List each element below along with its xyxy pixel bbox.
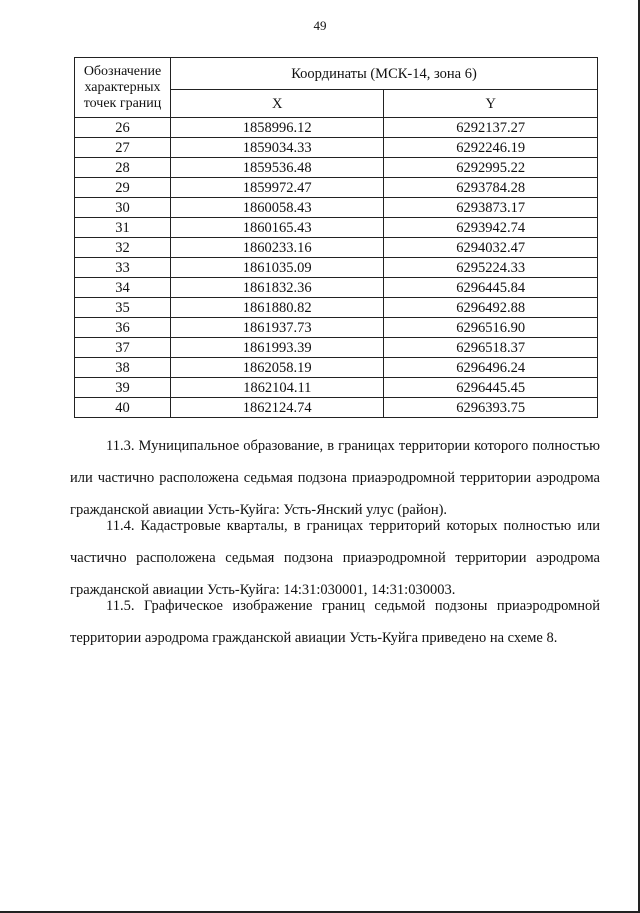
paragraph-11-4: 11.4. Кадастровые кварталы, в границах территорий которых полностью или частично расположена седьмая подзона приаэродромной территории аэродрома гражданской авиации Усть-Куйга: 14:31:030001, 14:31:030003.: [70, 518, 600, 598]
coord-y: 6292995.22: [384, 158, 598, 178]
coord-x: 1861993.39: [171, 338, 384, 358]
page-number: 49: [313, 18, 327, 33]
coord-x: 1860058.43: [171, 198, 384, 218]
table-row: [75, 178, 598, 198]
table-row: [75, 338, 598, 358]
point-number: 32: [75, 238, 171, 258]
table-row: [75, 378, 598, 398]
header-x: X: [171, 90, 384, 118]
coord-y: 6296492.88: [384, 298, 598, 318]
table-row: [75, 278, 598, 298]
point-number: 38: [75, 358, 171, 378]
coord-x: 1861832.36: [171, 278, 384, 298]
header-point-label: Обозначение характерных точек границ: [75, 58, 171, 118]
coord-y: 6296393.75: [384, 398, 598, 418]
coord-y: 6293942.74: [384, 218, 598, 238]
table-row: [75, 398, 598, 418]
table-row: [75, 118, 598, 138]
coord-y: 6296516.90: [384, 318, 598, 338]
coord-y: 6296496.24: [384, 358, 598, 378]
coord-x: 1862058.19: [171, 358, 384, 378]
coord-x: 1858996.12: [171, 118, 384, 138]
coord-y: 6294032.47: [384, 238, 598, 258]
coord-x: 1862104.11: [171, 378, 384, 398]
table-row: [75, 158, 598, 178]
header-coordinates-group: Координаты (МСК-14, зона 6): [171, 58, 598, 90]
paragraph-11-5: 11.5. Графическое изображение границ седьмой подзоны приаэродромной территории аэродрома гражданской авиации Усть-Куйга приведено на схеме 8.: [70, 598, 600, 646]
coord-y: 6296445.84: [384, 278, 598, 298]
coord-x: 1861937.73: [171, 318, 384, 338]
point-number: 26: [75, 118, 171, 138]
header-y: Y: [384, 90, 598, 118]
coord-x: 1860165.43: [171, 218, 384, 238]
point-number: 39: [75, 378, 171, 398]
coord-x: 1860233.16: [171, 238, 384, 258]
point-number: 33: [75, 258, 171, 278]
table-row: [75, 218, 598, 238]
point-number: 35: [75, 298, 171, 318]
coordinates-table-body: [75, 118, 598, 418]
coordinates-table: [74, 57, 598, 418]
paragraph-11-3: 11.3. Муниципальное образование, в границах территории которого полностью или частично расположена седьмая подзона приаэродромной территории аэродрома гражданской авиации Усть-Куйга: Усть-Янский улус (район).: [70, 438, 600, 518]
table-row: [75, 298, 598, 318]
table-row: [75, 318, 598, 338]
coord-x: 1859034.33: [171, 138, 384, 158]
table-row: [75, 358, 598, 378]
point-number: 30: [75, 198, 171, 218]
coord-x: 1859536.48: [171, 158, 384, 178]
table-row: [75, 198, 598, 218]
point-number: 37: [75, 338, 171, 358]
table-row: [75, 138, 598, 158]
coord-x: 1861880.82: [171, 298, 384, 318]
coord-y: 6293784.28: [384, 178, 598, 198]
table-row: [75, 258, 598, 278]
coord-x: 1862124.74: [171, 398, 384, 418]
coord-x: 1861035.09: [171, 258, 384, 278]
coord-y: 6293873.17: [384, 198, 598, 218]
point-number: 34: [75, 278, 171, 298]
point-number: 27: [75, 138, 171, 158]
coord-y: 6295224.33: [384, 258, 598, 278]
point-number: 28: [75, 158, 171, 178]
point-number: 29: [75, 178, 171, 198]
coord-y: 6292246.19: [384, 138, 598, 158]
coord-y: 6296445.45: [384, 378, 598, 398]
coord-y: 6296518.37: [384, 338, 598, 358]
table-row: [75, 238, 598, 258]
point-number: 31: [75, 218, 171, 238]
point-number: 36: [75, 318, 171, 338]
coord-y: 6292137.27: [384, 118, 598, 138]
point-number: 40: [75, 398, 171, 418]
coord-x: 1859972.47: [171, 178, 384, 198]
